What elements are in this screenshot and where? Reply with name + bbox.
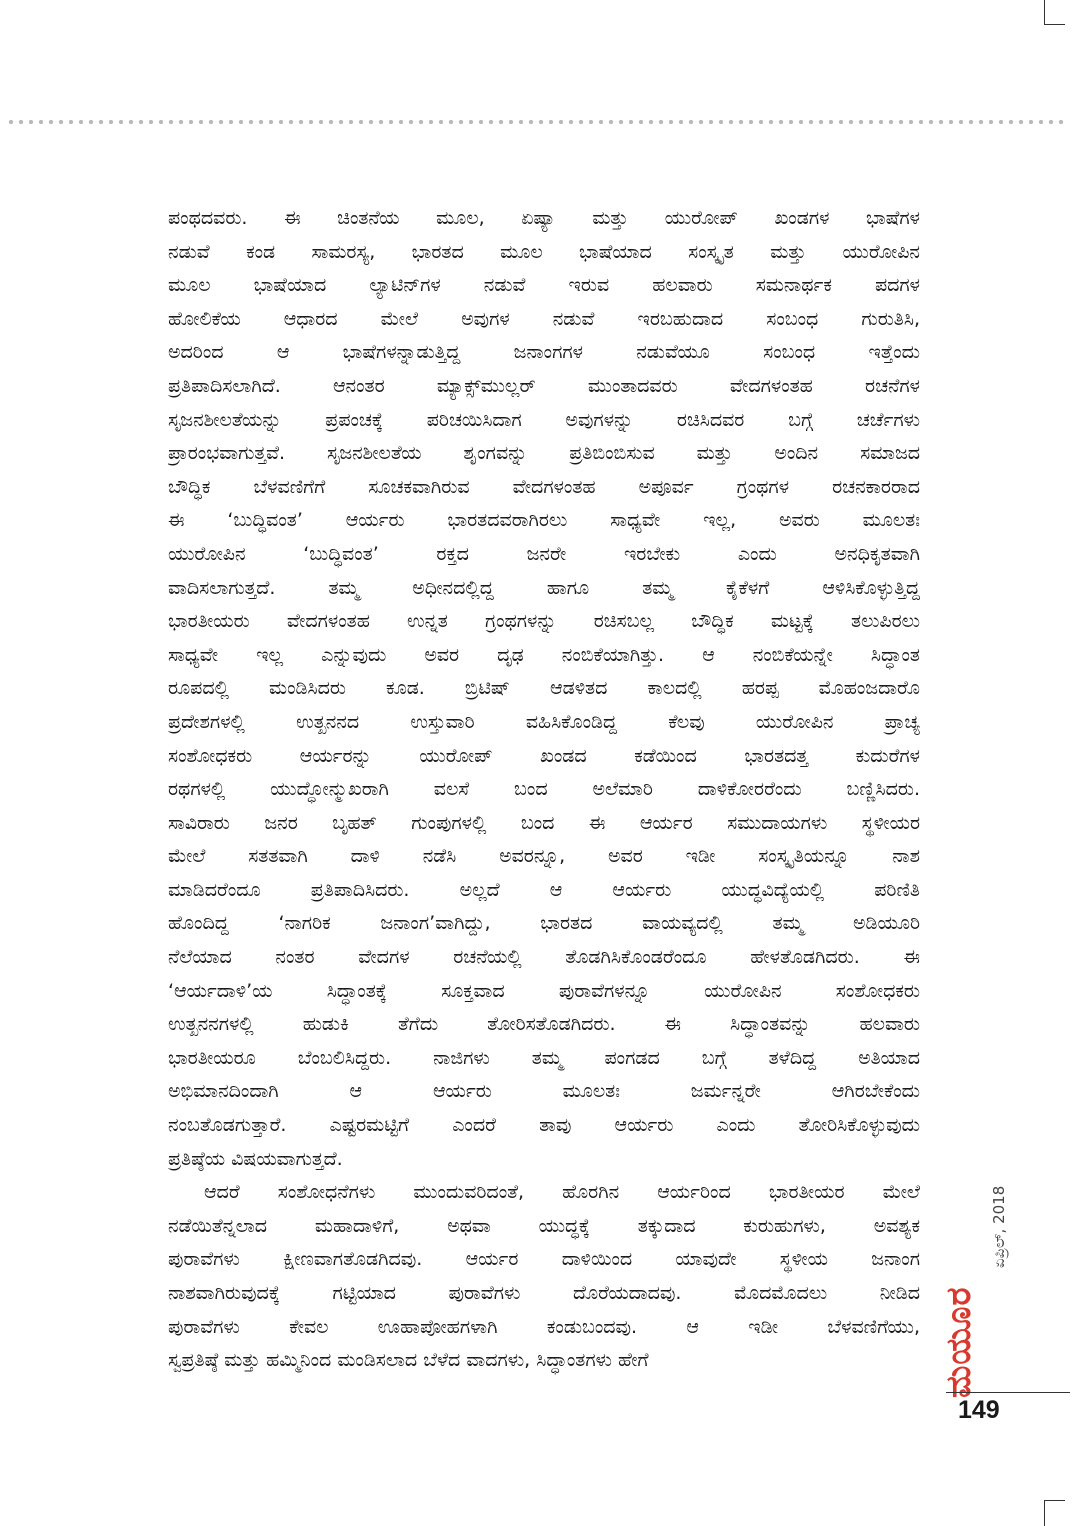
text-line: ಹೊಂದಿದ್ದ ‘ನಾಗರಿಕ ಜನಾಂಗ’ವಾಗಿದ್ದು, ಭಾರತದ ವಾಯವ್ಯದಲ್ಲಿ ತಮ್ಮ ಅಡಿಯೂರಿ <box>168 912 920 935</box>
text-line: ಪ್ರದೇಶಗಳಲ್ಲಿ ಉತ್ಖನನದ ಉಸ್ತುವಾರಿ ವಹಿಸಿಕೊಂಡಿದ್ದ ಕೆಲವು ಯುರೋಪಿನ ಪ್ರಾಚ್ಯ <box>168 710 920 733</box>
text-line: ಹೋಲಿಕೆಯ ಆಧಾರದ ಮೇಲೆ ಅವುಗಳ ನಡುವೆ ಇರಬಹುದಾದ ಸಂಬಂಧ ಗುರುತಿಸಿ, <box>168 307 920 330</box>
article-body <box>168 202 920 1378</box>
text-line: ವಾದಿಸಲಾಗುತ್ತದೆ. ತಮ್ಮ ಅಧೀನದಲ್ಲಿದ್ದ ಹಾಗೂ ತಮ್ಮ ಕೈಕೆಳಗೆ ಆಳಿಸಿಕೊಳ್ಳುತ್ತಿದ್ದ <box>168 576 920 599</box>
text-line: ನಡುವೆ ಕಂಡ ಸಾಮರಸ್ಯ, ಭಾರತದ ಮೂಲ ಭಾಷೆಯಾದ ಸಂಸ್ಕೃತ ಮತ್ತು ಯುರೋಪಿನ <box>168 240 920 263</box>
text-line: ‘ಆರ್ಯದಾಳಿ’ಯ ಸಿದ್ಧಾಂತಕ್ಕೆ ಸೂಕ್ತವಾದ ಪುರಾವೆಗಳನ್ನೂ ಯುರೋಪಿನ ಸಂಶೋಧಕರು <box>168 979 920 1002</box>
text-line: ಭಾರತೀಯರು ವೇದಗಳಂತಹ ಉನ್ನತ ಗ್ರಂಥಗಳನ್ನು ರಚಿಸಬಲ್ಲ ಬೌದ್ಧಿಕ ಮಟ್ಟಕ್ಕೆ ತಲುಪಿರಲು <box>168 610 920 633</box>
text-line: ನೆಲೆಯಾದ ನಂತರ ವೇದಗಳ ರಚನೆಯಲ್ಲಿ ತೊಡಗಿಸಿಕೊಂಡರೆಂದೂ ಹೇಳತೊಡಗಿದರು. ಈ <box>168 946 920 969</box>
text-line: ಪುರಾವೆಗಳು ಕ್ಷೀಣವಾಗತೊಡಗಿದವು. ಆರ್ಯರ ದಾಳಿಯಿಂದ ಯಾವುದೇ ಸ್ಥಳೀಯ ಜನಾಂಗ <box>168 1248 920 1271</box>
text-line: ಪ್ರಾರಂಭವಾಗುತ್ತವೆ. ಸೃಜನಶೀಲತೆಯ ಶೃಂಗವನ್ನು ಪ್ರತಿಬಿಂಬಿಸುವ ಮತ್ತು ಅಂದಿನ ಸಮಾಜದ <box>168 442 920 465</box>
text-line: ಈ ‘ಬುದ್ಧಿವಂತ’ ಆರ್ಯರು ಭಾರತದವರಾಗಿರಲು ಸಾಧ್ಯವೇ ಇಲ್ಲ, ಅವರು ಮೂಲತಃ <box>168 509 920 532</box>
issue-date: ಏಪ್ರಿಲ್, 2018 <box>990 1185 1008 1268</box>
magazine-logo: ಮಯೂರ <box>939 1286 979 1398</box>
text-line: ರಥಗಳಲ್ಲಿ ಯುದ್ಧೋನ್ಮುಖರಾಗಿ ವಲಸೆ ಬಂದ ಅಲೆಮಾರಿ ದಾಳಿಕೋರರೆಂದು ಬಣ್ಣಿಸಿದರು. <box>168 778 920 801</box>
text-line: ಪ್ರತಿಷ್ಠೆಯ ವಿಷಯವಾಗುತ್ತದೆ. <box>168 1147 343 1170</box>
dotted-header-rule <box>6 119 1068 125</box>
page-number: 149 <box>958 1396 1000 1424</box>
text-line: ಮೇಲೆ ಸತತವಾಗಿ ದಾಳಿ ನಡೆಸಿ ಅವರನ್ನೂ, ಅವರ ಇಡೀ ಸಂಸ್ಕೃತಿಯನ್ನೂ ನಾಶ <box>168 845 920 868</box>
text-line: ಆದರೆ ಸಂಶೋಧನೆಗಳು ಮುಂದುವರಿದಂತೆ, ಹೊರಗಿನ ಆರ್ಯರಿಂದ ಭಾರತೀಯರ ಮೇಲೆ <box>204 1181 920 1204</box>
magazine-masthead <box>939 1108 1008 1398</box>
text-line: ಸಾವಿರಾರು ಜನರ ಬೃಹತ್ ಗುಂಪುಗಳಲ್ಲಿ ಬಂದ ಈ ಆರ್ಯರ ಸಮುದಾಯಗಳು ಸ್ಥಳೀಯರ <box>168 811 920 834</box>
text-line: ಅದರಿಂದ ಆ ಭಾಷೆಗಳನ್ನಾಡುತ್ತಿದ್ದ ಜನಾಂಗಗಳ ನಡುವೆಯೂ ಸಂಬಂಧ ಇತ್ತೆಂದು <box>168 341 920 364</box>
text-line: ರೂಪದಲ್ಲಿ ಮಂಡಿಸಿದರು ಕೂಡ. ಬ್ರಿಟಿಷ್ ಆಡಳಿತದ ಕಾಲದಲ್ಲಿ ಹರಪ್ಪ ಮೊಹಂಜದಾರೊ <box>168 677 920 700</box>
text-line: ಸಂಶೋಧಕರು ಆರ್ಯರನ್ನು ಯುರೋಪ್ ಖಂಡದ ಕಡೆಯಿಂದ ಭಾರತದತ್ತ ಕುದುರೆಗಳ <box>168 744 920 767</box>
text-line: ನಂಬತೊಡಗುತ್ತಾರೆ. ಎಷ್ಟರಮಟ್ಟಿಗೆ ಎಂದರೆ ತಾವು ಆರ್ಯರು ಎಂದು ತೋರಿಸಿಕೊಳ್ಳುವುದು <box>168 1114 920 1137</box>
text-line: ಉತ್ಖನನಗಳಲ್ಲಿ ಹುಡುಕಿ ತೆಗೆದು ತೋರಿಸತೊಡಗಿದರು. ಈ ಸಿದ್ಧಾಂತವನ್ನು ಹಲವಾರು <box>168 1013 920 1036</box>
page-number-rule <box>946 1392 1070 1393</box>
text-line: ಅಭಿಮಾನದಿಂದಾಗಿ ಆ ಆರ್ಯರು ಮೂಲತಃ ಜರ್ಮನ್ನರೇ ಆಗಿರಬೇಕೆಂದು <box>168 1080 920 1103</box>
text-line: ಮೂಲ ಭಾಷೆಯಾದ ಲ್ಯಾಟಿನ್‌ಗಳ ನಡುವೆ ಇರುವ ಹಲವಾರು ಸಮನಾರ್ಥಕ ಪದಗಳ <box>168 274 920 297</box>
text-line: ಮಾಡಿದರೆಂದೂ ಪ್ರತಿಪಾದಿಸಿದರು. ಅಲ್ಲದೆ ಆ ಆರ್ಯರು ಯುದ್ಧವಿದ್ಯೆಯಲ್ಲಿ ಪರಿಣಿತಿ <box>168 878 920 901</box>
crop-mark-bottom <box>1044 1500 1065 1526</box>
text-line: ಭಾರತೀಯರೂ ಬೆಂಬಲಿಸಿದ್ದರು. ನಾಜಿಗಳು ತಮ್ಮ ಪಂಗಡದ ಬಗ್ಗೆ ತಳೆದಿದ್ದ ಅತಿಯಾದ <box>168 1046 920 1069</box>
text-line: ಪುರಾವೆಗಳು ಕೇವಲ ಊಹಾಪೋಹಗಳಾಗಿ ಕಂಡುಬಂದವು. ಆ ಇಡೀ ಬೆಳವಣಿಗೆಯು, <box>168 1315 920 1338</box>
text-line: ಪಂಥದವರು. ಈ ಚಿಂತನೆಯ ಮೂಲ, ಏಷ್ಯಾ ಮತ್ತು ಯುರೋಪ್ ಖಂಡಗಳ ಭಾಷೆಗಳ <box>168 207 920 229</box>
text-line: ಬೌದ್ಧಿಕ ಬೆಳವಣಿಗೆಗೆ ಸೂಚಕವಾಗಿರುವ ವೇದಗಳಂತಹ ಅಪೂರ್ವ ಗ್ರಂಥಗಳ ರಚನಕಾರರಾದ <box>168 475 920 498</box>
text-line: ಸ್ವಪ್ರತಿಷ್ಠೆ ಮತ್ತು ಹಮ್ಮಿನಿಂದ ಮಂಡಿಸಲಾದ ಬೆಳೆದ ವಾದಗಳು, ಸಿದ್ಧಾಂತಗಳು ಹೇಗೆ <box>168 1349 649 1372</box>
text-line: ನಡೆಯಿತೆನ್ನಲಾದ ಮಹಾದಾಳಿಗೆ, ಅಥವಾ ಯುದ್ಧಕ್ಕೆ ತಕ್ಕುದಾದ ಕುರುಹುಗಳು, ಅವಶ್ಯಕ <box>168 1214 920 1237</box>
crop-mark-top <box>1044 0 1065 25</box>
text-line: ನಾಶವಾಗಿರುವುದಕ್ಕೆ ಗಟ್ಟಿಯಾದ ಪುರಾವೆಗಳು ದೊರೆಯದಾದವು. ಮೊದಮೊದಲು ನೀಡಿದ <box>168 1282 920 1304</box>
text-line: ಸೃಜನಶೀಲತೆಯನ್ನು ಪ್ರಪಂಚಕ್ಕೆ ಪರಿಚಯಿಸಿದಾಗ ಅವುಗಳನ್ನು ರಚಿಸಿದವರ ಬಗ್ಗೆ ಚರ್ಚೆಗಳು <box>168 408 920 431</box>
text-line: ಪ್ರತಿಪಾದಿಸಲಾಗಿದೆ. ಆನಂತರ ಮ್ಯಾಕ್ಸ್‌ಮುಲ್ಲರ್ ಮುಂತಾದವರು ವೇದಗಳಂತಹ ರಚನೆಗಳ <box>168 374 920 397</box>
text-line: ಯುರೋಪಿನ ‘ಬುದ್ಧಿವಂತ’ ರಕ್ತದ ಜನರೇ ಇರಬೇಕು ಎಂದು ಅನಧಿಕೃತವಾಗಿ <box>168 542 920 565</box>
text-line: ಸಾಧ್ಯವೇ ಇಲ್ಲ ಎನ್ನುವುದು ಅವರ ದೃಢ ನಂಬಿಕೆಯಾಗಿತ್ತು. ಆ ನಂಬಿಕೆಯನ್ನೇ ಸಿದ್ಧಾಂತ <box>168 643 920 666</box>
